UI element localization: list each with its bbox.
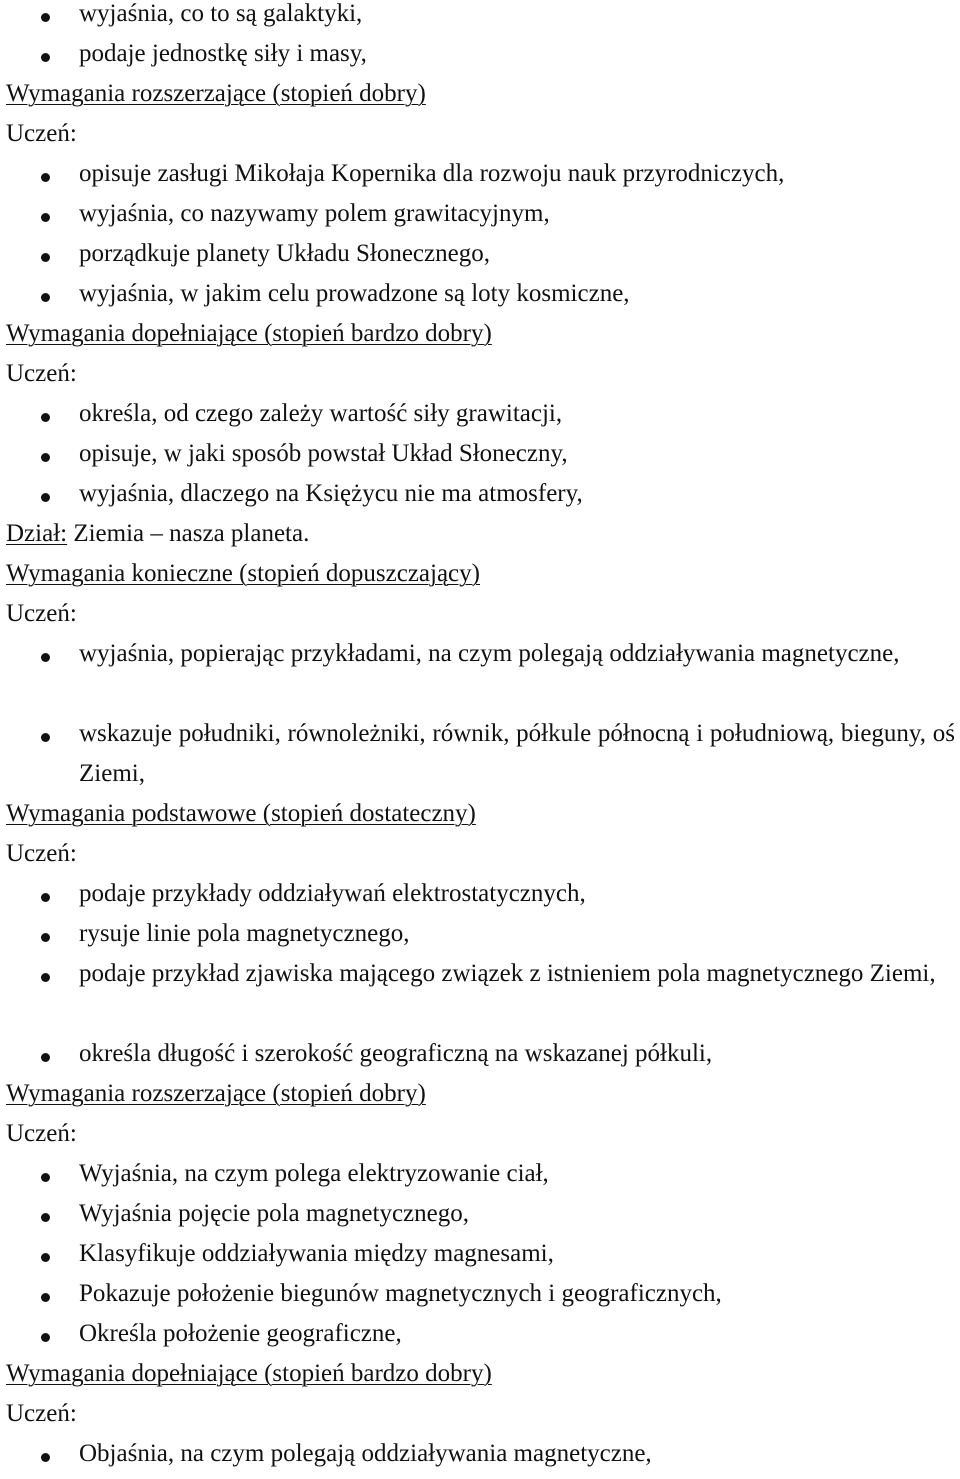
list-item-text: porządkuje planety Układu Słonecznego,	[79, 240, 490, 267]
section-name: Ziemia – nasza planeta.	[67, 520, 310, 547]
list-item	[0, 479, 960, 519]
list-item-text: wyjaśnia, w jakim celu prowadzone są loty kosmiczne,	[79, 280, 630, 307]
list-item	[0, 239, 960, 279]
bullet-icon	[41, 453, 50, 462]
section-title	[6, 519, 960, 549]
list-item	[0, 879, 960, 919]
requirements-heading: Wymagania podstawowe (stopień dostateczny)	[6, 800, 476, 827]
list-item-text: podaje przykład zjawiska mającego związek z istnieniem pola magnetycznego Ziemi,	[79, 960, 936, 987]
list-item-text: wyjaśnia, co to są galaktyki,	[79, 0, 363, 27]
list-item	[0, 399, 960, 439]
list-item	[0, 39, 960, 79]
list-item-text: wyjaśnia, co nazywamy polem grawitacyjnym,	[79, 200, 550, 227]
requirements-heading: Wymagania rozszerzające (stopień dobry)	[6, 80, 426, 107]
list-item-text: wyjaśnia, popierając przykładami, na czym polegają oddziaływania magnetyczne,	[79, 640, 900, 667]
bullet-icon	[41, 933, 50, 942]
list-item-text: określa, od czego zależy wartość siły grawitacji,	[79, 400, 563, 427]
list-item-text: Wyjaśnia, na czym polega elektryzowanie ciał,	[79, 1160, 549, 1187]
list-item	[0, 279, 960, 319]
bullet-icon	[41, 653, 50, 662]
requirements-heading: Wymagania rozszerzające (stopień dobry)	[6, 1080, 426, 1107]
bullet-icon	[41, 1053, 50, 1062]
list-item	[0, 1199, 960, 1239]
student-label: Uczeń:	[6, 120, 77, 147]
bullet-icon	[41, 1293, 50, 1302]
list-item-text: Określa położenie geograficzne,	[79, 1320, 402, 1347]
section-label: Dział:	[6, 520, 68, 547]
bullet-icon	[41, 13, 50, 22]
bullet-icon	[41, 293, 50, 302]
requirements-heading: Wymagania konieczne (stopień dopuszczający)	[6, 560, 480, 587]
student-label: Uczeń:	[6, 600, 77, 627]
list-item-text: opisuje zasługi Mikołaja Kopernika dla rozwoju nauk przyrodniczych,	[79, 160, 785, 187]
list-item	[0, 1439, 960, 1479]
list-item-text: Objaśnia, na czym polegają oddziaływania magnetyczne,	[79, 1440, 652, 1467]
list-item-text: Klasyfikuje oddziaływania między magnesami,	[79, 1240, 554, 1267]
list-item	[0, 439, 960, 479]
list-item-text: podaje jednostkę siły i masy,	[79, 40, 367, 67]
list-item-text: rysuje linie pola magnetycznego,	[79, 920, 410, 947]
student-label: Uczeń:	[6, 1400, 77, 1427]
list-item-text: określa długość i szerokość geograficzną na wskazanej półkuli,	[79, 1040, 713, 1067]
list-item	[0, 1239, 960, 1279]
student-label: Uczeń:	[6, 1120, 77, 1147]
bullet-icon	[41, 1173, 50, 1182]
list-item-text: wyjaśnia, dlaczego na Księżycu nie ma atmosfery,	[79, 480, 583, 507]
bullet-icon	[41, 1253, 50, 1262]
list-item	[0, 199, 960, 239]
bullet-icon	[41, 733, 50, 742]
list-item-text: podaje przykłady oddziaływań elektrostatycznych,	[79, 880, 586, 907]
requirements-heading: Wymagania dopełniające (stopień bardzo dobry)	[6, 1360, 492, 1387]
list-item	[0, 1319, 960, 1359]
list-item	[0, 959, 960, 1039]
list-item	[0, 1159, 960, 1199]
list-item	[0, 919, 960, 959]
bullet-icon	[41, 973, 50, 982]
bullet-icon	[41, 1453, 50, 1462]
bullet-icon	[41, 213, 50, 222]
bullet-icon	[41, 493, 50, 502]
list-item	[0, 1279, 960, 1319]
bullet-icon	[41, 173, 50, 182]
list-item-text: Wyjaśnia pojęcie pola magnetycznego,	[79, 1200, 470, 1227]
bullet-icon	[41, 413, 50, 422]
bullet-icon	[41, 253, 50, 262]
list-item	[0, 1039, 960, 1079]
bullet-icon	[41, 893, 50, 902]
bullet-icon	[41, 1333, 50, 1342]
list-item	[0, 639, 960, 719]
list-item-text: wskazuje południki, równoleżniki, równik, półkule północną i południową, bieguny, oś Ziemi,	[79, 720, 955, 787]
student-label: Uczeń:	[6, 360, 77, 387]
list-item	[0, 719, 960, 799]
list-item-text: opisuje, w jaki sposób powstał Układ Słoneczny,	[79, 440, 568, 467]
student-label: Uczeń:	[6, 840, 77, 867]
requirements-heading: Wymagania dopełniające (stopień bardzo dobry)	[6, 320, 492, 347]
bullet-icon	[41, 53, 50, 62]
list-item	[0, 159, 960, 199]
list-item-text: Pokazuje położenie biegunów magnetycznych i geograficznych,	[79, 1280, 722, 1307]
bullet-icon	[41, 1213, 50, 1222]
